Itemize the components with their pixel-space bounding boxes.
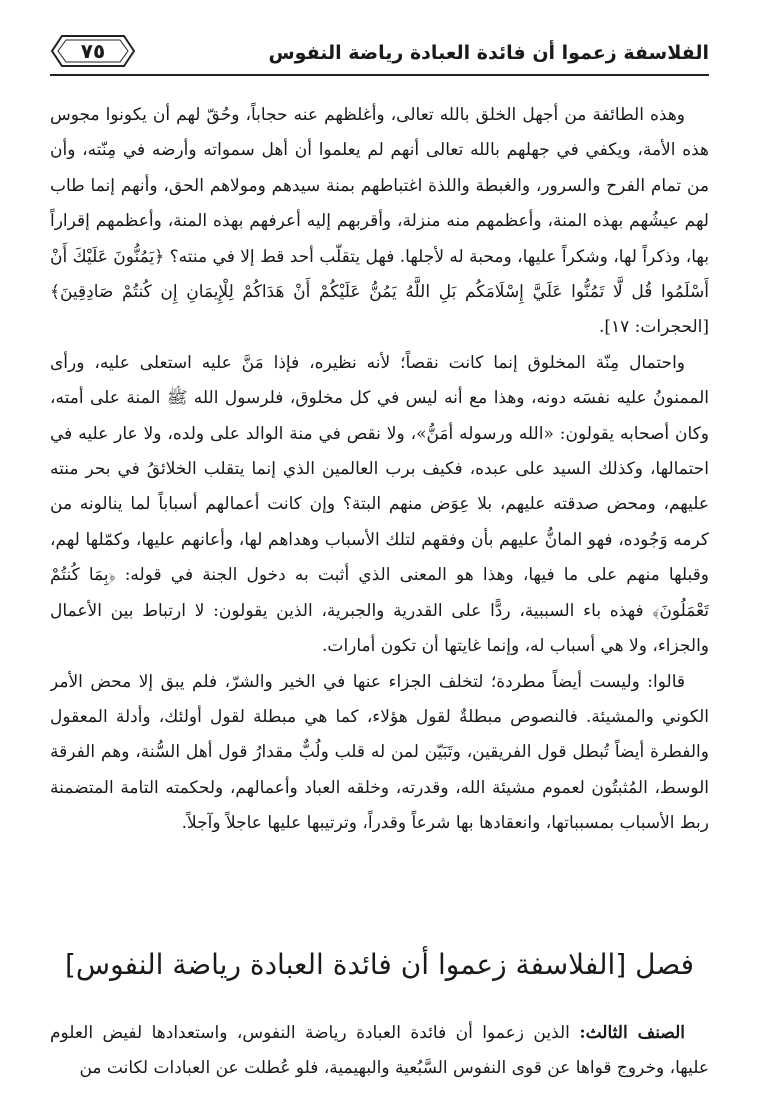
paragraph: واحتمال مِنّة المخلوق إنما كانت نقصاً؛ لأنه نظيره، فإذا مَنَّ عليه استعلى عليه، ورأى الممنونُ عليه نفسَه دونه، وهذا مع أنه ليس في كل مخلوق، فلرسول الله ﷺ المنة على أمته، وكان أصحابه يقولون: «الله ورسوله أمَنُّ»، ولا نقص في منة الوالد على ولده، ولا عار عليه في احتمالها، وكذلك السيد على عبده، فكيف برب العالمين الذي إنما يتقلب الخلائقُ في بحر منته عليهم، ومحض صدقته عليهم، بلا عِوَض منهم البتة؟ وإن كانت أعمالهم أسباباً لما ينالونه من كرمه وَجُوده، فهو المانُّ عليهم بأن وفقهم لتلك الأسباب وهداهم لها، وأعانهم عليها، وكمّلها لهم، وقبلها منهم على ما فيها، وهذا هو المعنى الذي أثبت به دخول الجنة في قوله: ﴿بِمَا كُنتُمْ تَعْمَلُونَ﴾ فهذه باء السببية، ردًّا على القدرية والجبرية، الذين يقولون: لا ارتباط بين الأعمال والجزاء، ولا هي أسباب له، وإنما غايتها أن تكون أمارات. (50, 352, 709, 657)
header-divider (50, 74, 709, 76)
main-text (50, 98, 709, 836)
section-text (50, 1016, 709, 1096)
paragraph: وهذه الطائفة من أجهل الخلق بالله تعالى، وأغلظهم عنه حجاباً، وحُقّ لهم أن يكونوا مجوس هذه الأمة، ويكفي في جهلهم بالله تعالى أنهم لم يعلموا أن أهل سمواته وأرضه في مِنّته، وأن من تمام الفرح والسرور، والغبطة واللذة اغتباطهم بمنة سيدهم ومولاهم الحق، وأنهم إنما طاب لهم عيشُهم بهذه المنة، وأعظمهم منه منزلة، وأقربهم إليه أعرفهم بهذه المنة، وأعظمهم إقراراً بها، وذكراً لها، وشكراً عليها، ومحبة له لأجلها. فهل يتقلّب أحد قط إلا في منته؟ ﴿يَمُنُّونَ عَلَيْكَ أَنْ أَسْلَمُوا قُل لَّا تَمُنُّوا عَلَيَّ إِسْلَامَكُم بَلِ اللَّهُ يَمُنُّ عَلَيْكُمْ أَنْ هَدَاكُمْ لِلْإِيمَانِ إِن كُنتُمْ صَادِقِينَ﴾ [الحجرات: ١٧]. (50, 105, 709, 338)
page-header (50, 30, 709, 82)
running-title: الفلاسفة زعموا أن فائدة العبادة رياضة النفوس (268, 42, 709, 64)
paragraph: قالوا: وليست أيضاً مطردة؛ لتخلف الجزاء عنها في الخير والشرّ، فلم يبق إلا محض الأمر الكوني والمشيئة. فالنصوص مبطلةٌ لقول هؤلاء، كما هي مبطلة لقول أولئك، وأدلة المعقول والفطرة أيضاً تُبطل قول الفريقين، وتَبَيّن لمن له قلب ولُبٌّ مقدارُ قول أهل السُّنة، وهم الفرقة الوسط، المُثبتُون لعموم مشيئة الله، وقدرته، وخلقه العباد وأعمالهم، ولحكمته التامة المتضمنة ربط الأسباب بمسبباتها، وانعقادها بها شرعاً وقدراً، وترتيبها عليها عاجلاً وآجلاً. (50, 671, 709, 834)
page-number-badge (50, 34, 136, 68)
paragraph-lead: الصنف الثالث: (579, 1023, 685, 1043)
section-heading: فصل [الفلاسفة زعموا أن فائدة العبادة رياضة النفوس] (64, 948, 695, 981)
page-number: ٧٥ (80, 39, 106, 63)
paragraph-body: الذين زعموا أن فائدة العبادة رياضة النفوس، واستعدادها لفيض العلوم عليها، وخروج قواها عن قوى النفوس السَّبُعية والبهيمية، فلو عُطلت عن العبادات لكانت من (50, 1023, 709, 1079)
paragraph (50, 1016, 709, 1087)
